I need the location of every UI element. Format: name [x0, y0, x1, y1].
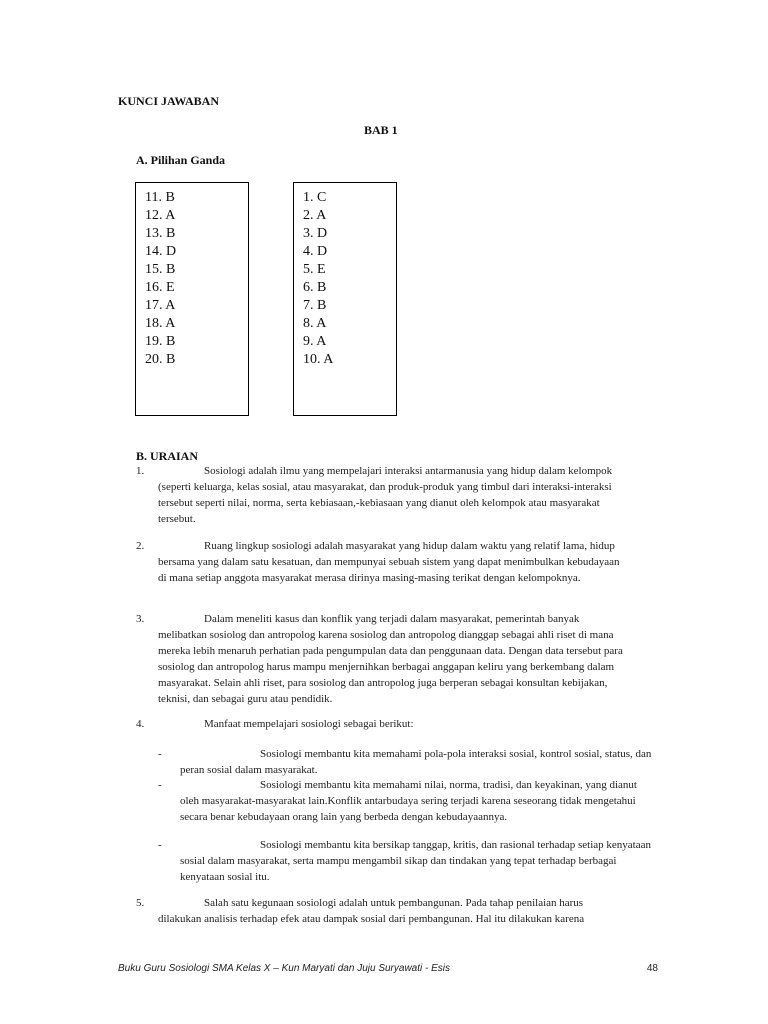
answer-box-left [135, 182, 249, 416]
benefit-text: Sosiologi membantu kita bersikap tanggap, kritis, dan rasional terhadap setiap kenyataan sosial dalam masyarakat, serta mampu mengambil sikap dan tindakan yang tepat terhadap berbagai kenyataan sosial itu. [180, 839, 652, 883]
answer-entry: 15. B [145, 262, 176, 277]
page-footer [118, 963, 658, 974]
bullet-dash: - [158, 779, 162, 791]
answer-entry: 6. B [303, 280, 327, 295]
answer-entry: 11. B [145, 190, 175, 205]
bullet-dash: - [158, 839, 162, 851]
answer-entry: 13. B [145, 226, 176, 241]
answer-entry: 10. A [303, 352, 334, 367]
answer-list-left [145, 189, 176, 369]
benefit-text: Sosiologi membantu kita memahami nilai, norma, tradisi, dan keyakinan, yang dianut oleh masyarakat-masyarakat lain.Konflik antarbudaya sering terjadi karena seseorang tidak mengetahui secara benar kebudayaan orang lain yang berbeda dengan kebudayaannya. [180, 779, 637, 823]
answer-entry: 1. C [303, 190, 327, 205]
essay-number: 1. [136, 465, 145, 477]
answer-entry: 9. A [303, 334, 327, 349]
answer-entry: 16. E [145, 280, 175, 295]
benefit-text: Sosiologi membantu kita memahami pola-pola interaksi sosial, kontrol sosial, status, dan peran sosial dalam masyarakat. [180, 748, 652, 776]
essay-text: Sosiologi adalah ilmu yang mempelajari interaksi antarmanusia yang hidup dalam kelompok (seperti keluarga, kelas sosial, atau masyarakat, dan produk-produk yang timbul dari interaksi-interaksi tersebut seperti nilai, norma, serta kebiasaan,-kebiasaan yang dianut oleh kelompok atau masyarakat tersebut. [158, 465, 613, 525]
essay-number: 2. [136, 540, 145, 552]
page-title: KUNCI JAWABAN [118, 94, 220, 108]
answer-box-right [293, 182, 397, 416]
footer-book-info: Buku Guru Sosiologi SMA Kelas X – Kun Maryati dan Juju Suryawati - Esis [118, 963, 451, 974]
essay-text: Salah satu kegunaan sosiologi adalah untuk pembangunan. Pada tahap penilaian harus dilakukan analisis terhadap efek atau dampak sosial dari pembangunan. Hal itu dilakukan karena [158, 897, 585, 925]
answer-entry: 20. B [145, 352, 176, 367]
section-a-heading: A. Pilihan Ganda [136, 153, 226, 167]
answer-entry: 12. A [145, 208, 176, 223]
essay-text: Dalam meneliti kasus dan konflik yang terjadi dalam masyarakat, pemerintah banyak melibatkan sosiolog dan antropolog karena sosiolog dan antropolog dianggap sebagai ahli riset di mana mereka lebih menaruh perhatian pada pengumpulan data dan penggunaan data. Dengan data tersebut para sosiolog dan antropolog harus mampu menjernihkan berbagai anggapan keliru yang berkembang dalam masyarakat. Selain ahli riset, para sosiolog dan antropolog juga berperan sebagai konsultan kebijakan, teknisi, dan sebagai guru atau pendidik. [158, 613, 623, 705]
answer-entry: 4. D [303, 244, 328, 259]
answer-list-right [303, 189, 333, 369]
bullet-dash: - [158, 748, 162, 760]
essay-text: Ruang lingkup sosiologi adalah masyarakat yang hidup dalam waktu yang relatif lama, hidup bersama yang dalam satu kesatuan, dan mempunyai sebuah sistem yang dapat menimbulkan kebudayaan di mana setiap anggota masyarakat merasa dirinya masing-masing terikat dengan kelompoknya. [158, 540, 620, 584]
page-number: 48 [646, 963, 658, 974]
essay-number: 4. [136, 718, 145, 730]
answer-entry: 8. A [303, 316, 327, 331]
essay-number: 3. [136, 613, 145, 625]
answer-entry: 17. A [145, 298, 176, 313]
chapter-title: BAB 1 [364, 123, 398, 137]
answer-entry: 5. E [303, 262, 326, 277]
answer-entry: 2. A [303, 208, 327, 223]
answer-entry: 14. D [145, 244, 177, 259]
answer-entry: 7. B [303, 298, 327, 313]
essay-number: 5. [136, 897, 145, 909]
answer-entry: 18. A [145, 316, 176, 331]
essay-text: Manfaat mempelajari sosiologi sebagai berikut: [204, 718, 414, 730]
section-b-heading: B. URAIAN [136, 449, 199, 463]
answer-entry: 19. B [145, 334, 176, 349]
answer-entry: 3. D [303, 226, 328, 241]
